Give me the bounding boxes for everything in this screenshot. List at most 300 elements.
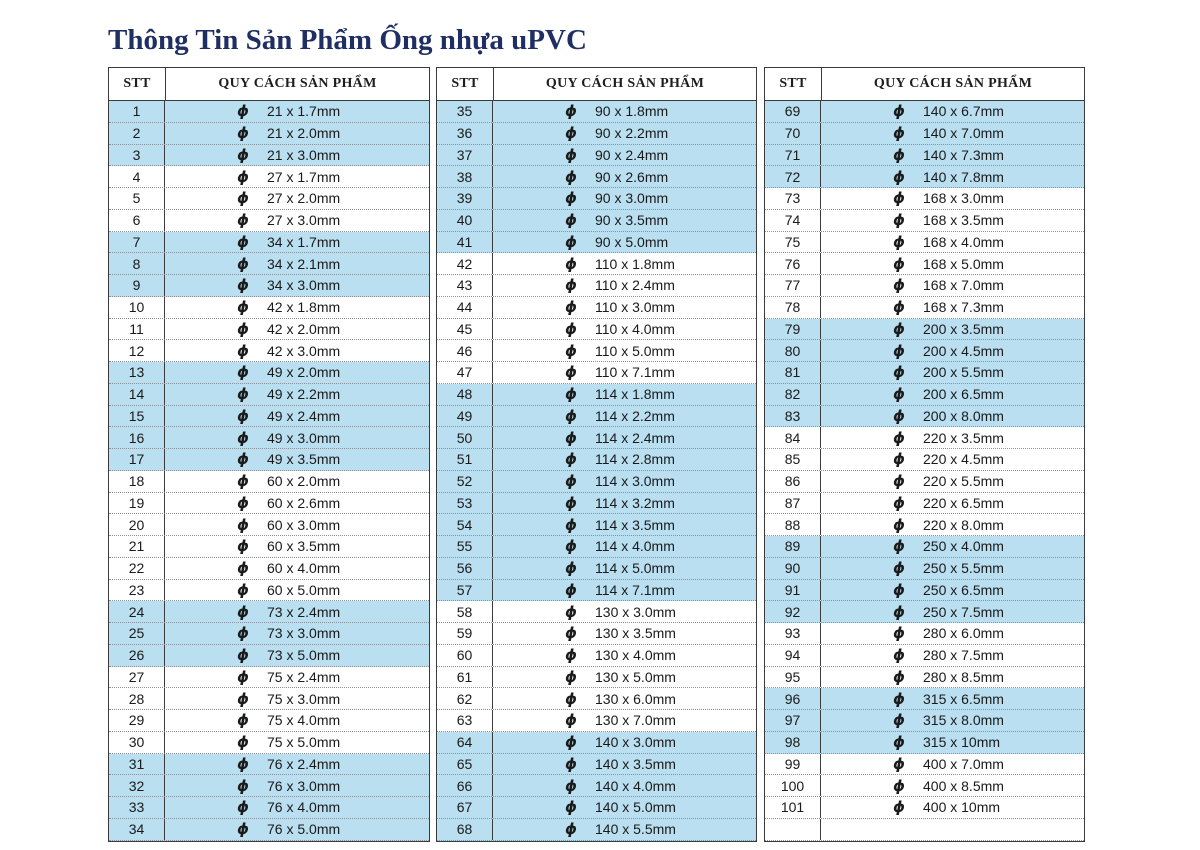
- diameter-icon: ϕ: [237, 428, 249, 447]
- row-spec: [165, 754, 429, 775]
- diameter-icon: ϕ: [893, 428, 905, 447]
- row-spec: [821, 340, 1084, 361]
- row-spec: [493, 166, 756, 187]
- row-spec: [165, 297, 429, 318]
- table-row: [765, 601, 1084, 623]
- row-spec: [493, 732, 756, 753]
- table-row: [765, 667, 1084, 689]
- table-row: [109, 232, 429, 254]
- table-row: [765, 449, 1084, 471]
- spec-table-3: [764, 67, 1085, 842]
- row-spec: [821, 819, 1084, 840]
- row-spec: [493, 601, 756, 622]
- spec-value: 90 x 2.6mm: [595, 168, 669, 185]
- spec-table-2: [436, 67, 757, 842]
- diameter-icon: ϕ: [237, 667, 249, 686]
- row-stt: 72: [765, 166, 821, 187]
- spec-value: 280 x 7.5mm: [923, 647, 1004, 664]
- spec-value: 114 x 3.5mm: [595, 516, 675, 533]
- spec-value: 140 x 4.0mm: [595, 777, 676, 794]
- table-row: [765, 362, 1084, 384]
- diameter-icon: ϕ: [237, 167, 249, 186]
- diameter-icon: ϕ: [565, 733, 577, 752]
- spec-value: 49 x 2.4mm: [267, 407, 341, 424]
- table-row: [765, 775, 1084, 797]
- spec-value: 220 x 5.5mm: [923, 473, 1004, 490]
- diameter-icon: ϕ: [565, 602, 577, 621]
- row-spec: [821, 427, 1084, 448]
- row-stt: 99: [765, 754, 821, 775]
- row-spec: [165, 732, 429, 753]
- row-stt: 31: [109, 754, 165, 775]
- spec-value: 400 x 7.0mm: [923, 755, 1004, 772]
- spec-value: 90 x 2.2mm: [595, 125, 669, 142]
- row-stt: 73: [765, 188, 821, 209]
- row-spec: [165, 471, 429, 492]
- row-stt: 21: [109, 536, 165, 557]
- spec-value: 200 x 8.0mm: [923, 407, 1004, 424]
- row-stt: 77: [765, 275, 821, 296]
- diameter-icon: ϕ: [565, 254, 577, 273]
- table-row: [765, 797, 1084, 819]
- row-spec: [821, 232, 1084, 253]
- spec-value: 140 x 6.7mm: [923, 103, 1004, 120]
- table-row: [437, 275, 756, 297]
- table-row: [765, 406, 1084, 428]
- diameter-icon: ϕ: [565, 776, 577, 795]
- row-stt: 69: [765, 101, 821, 122]
- row-spec: [165, 623, 429, 644]
- row-spec: [165, 406, 429, 427]
- spec-value: 168 x 7.3mm: [923, 299, 1004, 316]
- diameter-icon: ϕ: [565, 363, 577, 382]
- row-spec: [165, 188, 429, 209]
- row-spec: [165, 384, 429, 405]
- row-spec: [821, 558, 1084, 579]
- diameter-icon: ϕ: [565, 145, 577, 164]
- row-stt: 82: [765, 384, 821, 405]
- spec-value: 280 x 6.0mm: [923, 625, 1004, 642]
- row-spec: [493, 232, 756, 253]
- spec-value: 130 x 3.5mm: [595, 625, 676, 642]
- spec-value: 60 x 2.6mm: [267, 494, 341, 511]
- row-spec: [165, 145, 429, 166]
- spec-value: 130 x 3.0mm: [595, 603, 676, 620]
- row-stt: 41: [437, 232, 493, 253]
- row-spec: [493, 101, 756, 122]
- row-spec: [493, 253, 756, 274]
- row-spec: [821, 101, 1084, 122]
- diameter-icon: ϕ: [237, 145, 249, 164]
- spec-value: 49 x 2.0mm: [267, 364, 341, 381]
- table-row: [765, 188, 1084, 210]
- row-stt: 83: [765, 406, 821, 427]
- table-row: [109, 819, 429, 841]
- spec-value: 200 x 3.5mm: [923, 320, 1004, 337]
- row-stt: 89: [765, 536, 821, 557]
- row-spec: [821, 754, 1084, 775]
- row-stt: 76: [765, 253, 821, 274]
- spec-value: 140 x 3.0mm: [595, 734, 676, 751]
- table-row: [437, 340, 756, 362]
- table-row: [109, 275, 429, 297]
- diameter-icon: ϕ: [237, 276, 249, 295]
- table-row: [109, 123, 429, 145]
- table-row: [437, 232, 756, 254]
- row-spec: [493, 580, 756, 601]
- header-spec: QUY CÁCH SẢN PHẨM: [873, 76, 1033, 91]
- table-row: [109, 667, 429, 689]
- row-stt: 7: [109, 232, 165, 253]
- table-row: [765, 101, 1084, 123]
- spec-value: 168 x 3.5mm: [923, 212, 1004, 229]
- spec-value: 168 x 7.0mm: [923, 277, 1004, 294]
- spec-value: 140 x 7.3mm: [923, 146, 1004, 163]
- row-spec: [821, 210, 1084, 231]
- spec-value: 60 x 3.5mm: [267, 538, 341, 555]
- table-row: [765, 536, 1084, 558]
- row-spec: [493, 362, 756, 383]
- spec-value: 76 x 2.4mm: [267, 755, 341, 772]
- row-stt: 46: [437, 340, 493, 361]
- diameter-icon: ϕ: [893, 319, 905, 338]
- row-stt: 20: [109, 514, 165, 535]
- diameter-icon: ϕ: [237, 450, 249, 469]
- row-spec: [493, 145, 756, 166]
- diameter-icon: ϕ: [893, 472, 905, 491]
- table-row: [437, 384, 756, 406]
- table-body: [437, 101, 756, 841]
- spec-value: 90 x 2.4mm: [595, 146, 669, 163]
- table-row: [109, 493, 429, 515]
- row-spec: [821, 623, 1084, 644]
- spec-value: 114 x 4.0mm: [595, 538, 675, 555]
- table-row: [765, 275, 1084, 297]
- spec-value: 34 x 3.0mm: [267, 277, 341, 294]
- empty-row: [765, 819, 1084, 841]
- diameter-icon: ϕ: [237, 493, 249, 512]
- row-spec: [821, 471, 1084, 492]
- row-spec: [821, 145, 1084, 166]
- table-row: [765, 427, 1084, 449]
- row-spec: [165, 601, 429, 622]
- diameter-icon: ϕ: [237, 211, 249, 230]
- spec-value: 114 x 2.2mm: [595, 407, 675, 424]
- spec-value: 60 x 4.0mm: [267, 560, 341, 577]
- table-row: [437, 427, 756, 449]
- diameter-icon: ϕ: [893, 211, 905, 230]
- diameter-icon: ϕ: [237, 472, 249, 491]
- row-stt: 10: [109, 297, 165, 318]
- table-row: [765, 210, 1084, 232]
- row-stt: 45: [437, 319, 493, 340]
- table-row: [765, 754, 1084, 776]
- table-row: [765, 580, 1084, 602]
- table-row: [437, 210, 756, 232]
- table-row: [437, 558, 756, 580]
- row-stt: 57: [437, 580, 493, 601]
- row-stt: 40: [437, 210, 493, 231]
- header-spec: QUY CÁCH SẢN PHẨM: [545, 76, 705, 91]
- row-stt: 1: [109, 101, 165, 122]
- spec-value: 73 x 2.4mm: [267, 603, 341, 620]
- table-row: [765, 710, 1084, 732]
- table-row: [437, 493, 756, 515]
- diameter-icon: ϕ: [237, 646, 249, 665]
- row-spec: [821, 732, 1084, 753]
- table-row: [109, 580, 429, 602]
- spec-value: 75 x 4.0mm: [267, 712, 341, 729]
- diameter-icon: ϕ: [893, 145, 905, 164]
- diameter-icon: ϕ: [893, 559, 905, 578]
- diameter-icon: ϕ: [893, 232, 905, 251]
- row-stt: 91: [765, 580, 821, 601]
- spec-value: 49 x 3.5mm: [267, 451, 341, 468]
- table-row: [765, 623, 1084, 645]
- diameter-icon: ϕ: [893, 580, 905, 599]
- table-row: [437, 775, 756, 797]
- row-spec: [493, 319, 756, 340]
- row-spec: [165, 166, 429, 187]
- diameter-icon: ϕ: [237, 733, 249, 752]
- spec-value: 76 x 3.0mm: [267, 777, 341, 794]
- diameter-icon: ϕ: [565, 211, 577, 230]
- table-row: [109, 253, 429, 275]
- row-spec: [493, 797, 756, 818]
- spec-value: 73 x 5.0mm: [267, 647, 341, 664]
- spec-value: 76 x 5.0mm: [267, 821, 341, 838]
- spec-value: 114 x 3.0mm: [595, 473, 675, 490]
- spec-value: 200 x 5.5mm: [923, 364, 1004, 381]
- row-stt: 53: [437, 493, 493, 514]
- table-body: [109, 101, 429, 841]
- diameter-icon: ϕ: [237, 124, 249, 143]
- row-spec: [821, 645, 1084, 666]
- row-spec: [493, 427, 756, 448]
- row-spec: [821, 253, 1084, 274]
- diameter-icon: ϕ: [893, 363, 905, 382]
- diameter-icon: ϕ: [565, 167, 577, 186]
- spec-value: 220 x 6.5mm: [923, 494, 1004, 511]
- row-spec: [493, 667, 756, 688]
- row-stt: 36: [437, 123, 493, 144]
- diameter-icon: ϕ: [237, 341, 249, 360]
- row-spec: [821, 580, 1084, 601]
- diameter-icon: ϕ: [237, 537, 249, 556]
- table-row: [437, 580, 756, 602]
- row-stt: 64: [437, 732, 493, 753]
- table-row: [109, 775, 429, 797]
- spec-value: 21 x 3.0mm: [267, 146, 341, 163]
- row-stt: 90: [765, 558, 821, 579]
- spec-value: 114 x 7.1mm: [595, 581, 675, 598]
- table-row: [109, 754, 429, 776]
- diameter-icon: ϕ: [893, 689, 905, 708]
- row-spec: [165, 253, 429, 274]
- row-spec: [165, 123, 429, 144]
- table-row: [109, 536, 429, 558]
- row-stt: 61: [437, 667, 493, 688]
- spec-value: 110 x 3.0mm: [595, 299, 675, 316]
- row-spec: [165, 340, 429, 361]
- row-stt: 35: [437, 101, 493, 122]
- spec-value: 114 x 2.8mm: [595, 451, 675, 468]
- diameter-icon: ϕ: [237, 319, 249, 338]
- spec-value: 400 x 10mm: [923, 799, 1001, 816]
- diameter-icon: ϕ: [237, 406, 249, 425]
- table-row: [765, 558, 1084, 580]
- diameter-icon: ϕ: [237, 102, 249, 121]
- row-spec: [165, 449, 429, 470]
- row-spec: [493, 514, 756, 535]
- spec-value: 114 x 5.0mm: [595, 560, 675, 577]
- diameter-icon: ϕ: [565, 624, 577, 643]
- row-spec: [493, 123, 756, 144]
- row-stt: 29: [109, 710, 165, 731]
- spec-value: 280 x 8.5mm: [923, 668, 1004, 685]
- row-stt: 74: [765, 210, 821, 231]
- spec-value: 250 x 6.5mm: [923, 581, 1004, 598]
- row-stt: 87: [765, 493, 821, 514]
- row-stt: 8: [109, 253, 165, 274]
- table-header: [437, 68, 756, 101]
- row-stt: 27: [109, 667, 165, 688]
- spec-value: 21 x 2.0mm: [267, 125, 341, 142]
- table-row: [437, 297, 756, 319]
- table-row: [109, 797, 429, 819]
- row-stt: 101: [765, 797, 821, 818]
- diameter-icon: ϕ: [237, 385, 249, 404]
- table-row: [109, 732, 429, 754]
- row-spec: [165, 210, 429, 231]
- row-stt: 32: [109, 775, 165, 796]
- row-stt: 39: [437, 188, 493, 209]
- spec-value: 200 x 4.5mm: [923, 342, 1004, 359]
- row-stt: 84: [765, 427, 821, 448]
- diameter-icon: ϕ: [565, 341, 577, 360]
- row-stt: 17: [109, 449, 165, 470]
- table-row: [109, 362, 429, 384]
- diameter-icon: ϕ: [565, 689, 577, 708]
- table-row: [765, 166, 1084, 188]
- spec-value: 110 x 7.1mm: [595, 364, 675, 381]
- row-spec: [821, 319, 1084, 340]
- table-row: [765, 493, 1084, 515]
- table-row: [109, 188, 429, 210]
- row-spec: [165, 710, 429, 731]
- row-stt: 79: [765, 319, 821, 340]
- table-row: [765, 645, 1084, 667]
- row-spec: [821, 123, 1084, 144]
- diameter-icon: ϕ: [893, 276, 905, 295]
- table-row: [437, 166, 756, 188]
- row-stt: 85: [765, 449, 821, 470]
- row-spec: [821, 710, 1084, 731]
- spec-value: 168 x 4.0mm: [923, 233, 1004, 250]
- spec-value: 27 x 1.7mm: [267, 168, 341, 185]
- row-spec: [165, 558, 429, 579]
- header-stt: STT: [437, 68, 494, 100]
- row-spec: [493, 406, 756, 427]
- row-spec: [165, 101, 429, 122]
- table-row: [437, 123, 756, 145]
- row-spec: [821, 362, 1084, 383]
- row-stt: 23: [109, 580, 165, 601]
- diameter-icon: ϕ: [237, 363, 249, 382]
- table-row: [765, 732, 1084, 754]
- table-row: [437, 623, 756, 645]
- spec-value: 315 x 10mm: [923, 734, 1001, 751]
- spec-value: 21 x 1.7mm: [267, 103, 341, 120]
- diameter-icon: ϕ: [893, 493, 905, 512]
- row-spec: [165, 775, 429, 796]
- row-spec: [493, 710, 756, 731]
- row-stt: 19: [109, 493, 165, 514]
- row-spec: [821, 514, 1084, 535]
- row-spec: [821, 188, 1084, 209]
- table-row: [437, 188, 756, 210]
- row-stt: 52: [437, 471, 493, 492]
- table-row: [765, 232, 1084, 254]
- table-row: [765, 514, 1084, 536]
- header-spec: QUY CÁCH SẢN PHẨM: [218, 76, 377, 91]
- row-stt: 18: [109, 471, 165, 492]
- table-row: [109, 384, 429, 406]
- table-row: [765, 123, 1084, 145]
- row-stt: 34: [109, 819, 165, 840]
- diameter-icon: ϕ: [565, 754, 577, 773]
- table-header: [109, 68, 429, 101]
- spec-value: 60 x 5.0mm: [267, 581, 341, 598]
- row-stt: 95: [765, 667, 821, 688]
- diameter-icon: ϕ: [893, 646, 905, 665]
- table-row: [765, 319, 1084, 341]
- table-row: [109, 623, 429, 645]
- diameter-icon: ϕ: [237, 232, 249, 251]
- spec-value: 49 x 2.2mm: [267, 386, 341, 403]
- table-row: [437, 536, 756, 558]
- diameter-icon: ϕ: [237, 776, 249, 795]
- table-row: [109, 101, 429, 123]
- diameter-icon: ϕ: [893, 667, 905, 686]
- spec-table-1: [108, 67, 430, 842]
- row-stt: 22: [109, 558, 165, 579]
- diameter-icon: ϕ: [565, 711, 577, 730]
- spec-value: 315 x 8.0mm: [923, 712, 1004, 729]
- table-row: [437, 710, 756, 732]
- spec-value: 315 x 6.5mm: [923, 690, 1004, 707]
- row-spec: [821, 166, 1084, 187]
- diameter-icon: ϕ: [565, 276, 577, 295]
- spec-value: 220 x 8.0mm: [923, 516, 1004, 533]
- row-spec: [493, 493, 756, 514]
- diameter-icon: ϕ: [893, 515, 905, 534]
- spec-value: 168 x 5.0mm: [923, 255, 1004, 272]
- table-row: [437, 145, 756, 167]
- row-spec: [165, 797, 429, 818]
- row-spec: [165, 275, 429, 296]
- table-row: [765, 297, 1084, 319]
- table-row: [437, 471, 756, 493]
- row-stt: 38: [437, 166, 493, 187]
- page-title: Thông Tin Sản Phẩm Ống nhựa uPVC: [108, 24, 587, 56]
- row-stt: 94: [765, 645, 821, 666]
- row-spec: [493, 775, 756, 796]
- row-stt: 33: [109, 797, 165, 818]
- row-stt: 14: [109, 384, 165, 405]
- diameter-icon: ϕ: [893, 776, 905, 795]
- spec-value: 220 x 3.5mm: [923, 429, 1004, 446]
